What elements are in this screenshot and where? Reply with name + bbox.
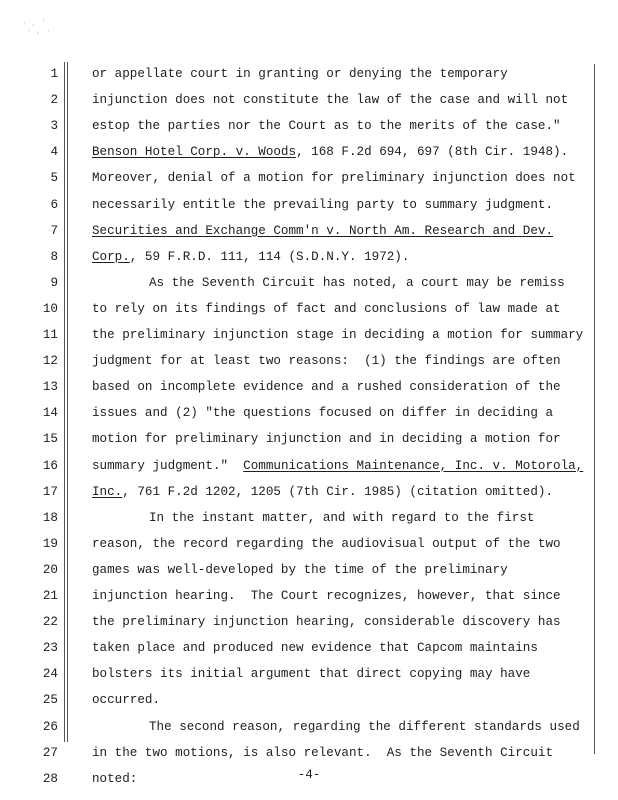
- line-number: 21: [42, 589, 58, 603]
- text-segment: necessarily entitle the prevailing party to summary judgment.: [92, 197, 554, 212]
- line-number: 14: [42, 406, 58, 421]
- left-margin-rule-inner: [67, 62, 68, 742]
- text-segment: based on incomplete evidence and a rushed consideration of the: [92, 380, 561, 395]
- case-citation: Corp.: [92, 249, 130, 264]
- text-segment: In the instant matter, and with regard to the first: [149, 510, 535, 525]
- line-number: 7: [50, 223, 58, 238]
- text-line: [92, 224, 553, 239]
- line-number: 17: [42, 484, 58, 499]
- line-number: 10: [42, 301, 58, 316]
- text-segment: the preliminary injunction stage in deciding a motion for summary: [92, 328, 584, 342]
- text-segment: in the two motions, is also relevant. As the Seventh Circuit: [92, 745, 554, 760]
- case-citation: Communications Maintenance, Inc. v. Motorola,: [243, 458, 584, 473]
- line-number: 2: [50, 93, 58, 108]
- text-line: [92, 380, 561, 395]
- line-number: 19: [42, 536, 58, 551]
- text-line: [92, 641, 538, 656]
- text-line: [92, 67, 508, 82]
- text-line: [92, 746, 553, 761]
- text-line: [92, 459, 583, 474]
- text-segment: injunction does not constitute the law of the case and will not: [92, 93, 569, 108]
- left-margin-rule: [64, 62, 65, 742]
- line-number: 8: [50, 249, 58, 264]
- line-number: 28: [42, 771, 58, 786]
- case-citation: Securities and Exchange Comm'n v. North Am. Research and Dev.: [92, 223, 554, 238]
- text-line: [149, 276, 565, 291]
- text-segment: The second reason, regarding the different standards used: [149, 719, 580, 734]
- text-line: [92, 171, 576, 186]
- text-segment: issues and (2) "the questions focused on differ in deciding a: [92, 406, 554, 421]
- text-line: [92, 563, 508, 578]
- text-line: [92, 302, 561, 317]
- text-segment: , 168 F.2d 694, 697 (8th Cir. 1948).: [296, 145, 569, 160]
- text-line: [92, 119, 561, 134]
- line-number: 11: [42, 328, 58, 342]
- text-line: [92, 432, 561, 447]
- line-number: 6: [50, 197, 58, 212]
- text-line: [92, 667, 530, 682]
- line-number: 16: [42, 458, 58, 473]
- text-line: [92, 93, 568, 108]
- text-segment: As the Seventh Circuit has noted, a court may be remiss: [149, 275, 565, 290]
- text-segment: judgment for at least two reasons: (1) the findings are often: [92, 354, 561, 369]
- line-number: 25: [42, 693, 58, 708]
- text-segment: , 59 F.R.D. 111, 114 (S.D.N.Y. 1972).: [129, 249, 410, 264]
- line-number: 5: [50, 171, 58, 186]
- text-segment: motion for preliminary injunction and in deciding a motion for: [92, 432, 561, 447]
- text-line: [149, 720, 580, 735]
- line-number: 22: [42, 615, 58, 630]
- text-line: [92, 406, 553, 421]
- text-line: [92, 328, 583, 343]
- text-segment: , 761 F.2d 1202, 1205 (7th Cir. 1985) (citation omitted).: [122, 484, 554, 499]
- case-citation: Benson Hotel Corp. v. Woods: [92, 145, 297, 160]
- text-line: [92, 250, 409, 265]
- text-line: [92, 693, 160, 708]
- text-line: [149, 511, 534, 526]
- text-line: [92, 145, 568, 160]
- text-segment: noted:: [92, 771, 138, 786]
- text-segment: reason, the record regarding the audiovisual output of the two: [92, 536, 561, 551]
- scan-artifact: · , ' · , ·: [22, 19, 51, 36]
- text-segment: or appellate court in granting or denying the temporary: [92, 67, 508, 81]
- case-citation: Inc.: [92, 484, 123, 499]
- line-number: 3: [50, 119, 58, 134]
- text-segment: Moreover, denial of a motion for preliminary injunction does not: [92, 171, 576, 186]
- line-number: 18: [42, 510, 58, 525]
- line-number: 1: [50, 67, 58, 81]
- page-number: -4-: [297, 768, 321, 782]
- text-line: [92, 537, 561, 552]
- line-number: 20: [42, 562, 58, 577]
- line-number: 23: [42, 641, 58, 656]
- right-margin-rule: [594, 64, 595, 754]
- text-segment: to rely on its findings of fact and conclusions of law made at: [92, 301, 561, 316]
- line-number: 15: [42, 432, 58, 447]
- line-number: 4: [50, 145, 58, 160]
- text-segment: the preliminary injunction hearing, considerable discovery has: [92, 615, 561, 630]
- text-segment: summary judgment.": [92, 458, 244, 473]
- text-line: [92, 354, 561, 369]
- line-number: 13: [42, 380, 58, 395]
- line-number: 26: [42, 719, 58, 734]
- text-segment: estop the parties nor the Court as to the merits of the case.": [92, 119, 561, 134]
- text-segment: taken place and produced new evidence that Capcom maintains: [92, 641, 538, 656]
- line-number: 24: [42, 667, 58, 682]
- text-segment: occurred.: [92, 693, 161, 708]
- text-segment: injunction hearing. The Court recognizes, however, that since: [92, 589, 561, 603]
- line-number: 27: [42, 745, 58, 760]
- line-number: 9: [50, 275, 58, 290]
- text-segment: bolsters its initial argument that direct copying may have: [92, 667, 531, 682]
- line-number: 12: [42, 354, 58, 369]
- text-line: [92, 615, 561, 630]
- text-line: [92, 198, 553, 213]
- text-line: [92, 485, 553, 500]
- text-line: [92, 589, 561, 604]
- text-segment: games was well-developed by the time of the preliminary: [92, 562, 508, 577]
